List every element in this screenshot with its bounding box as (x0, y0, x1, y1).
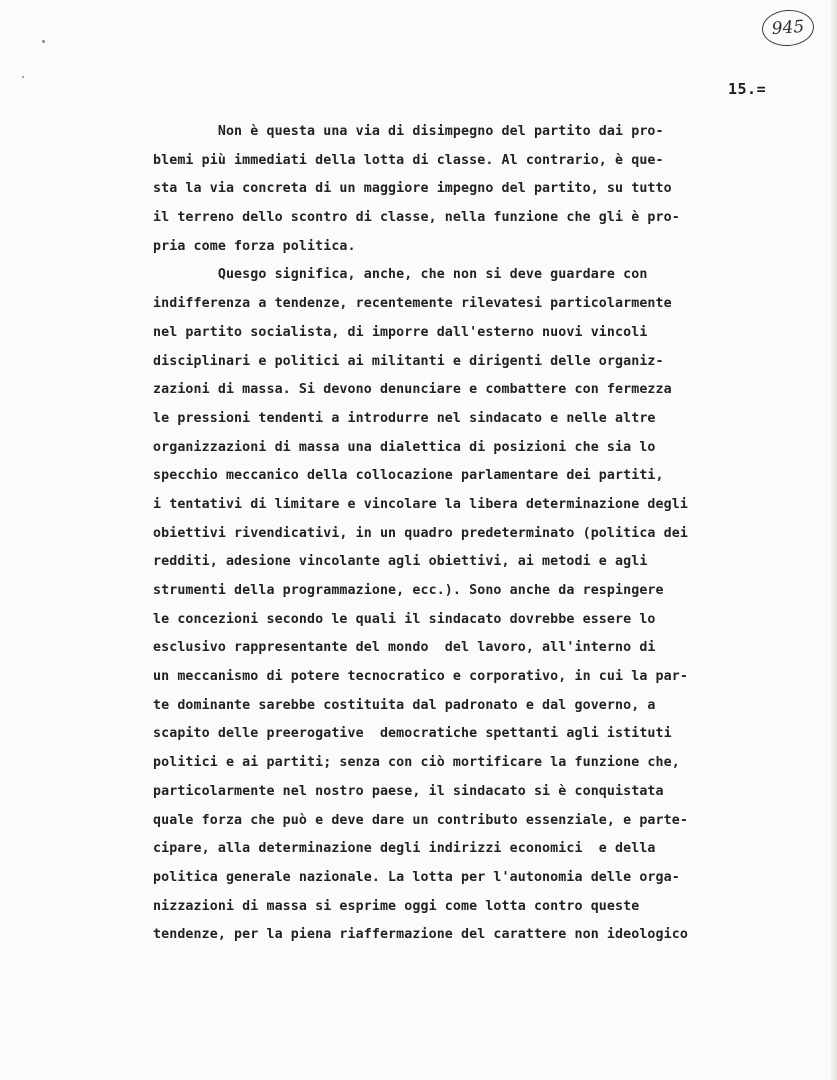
text-line: quale forza che può e deve dare un contributo essenziale, e parte- (153, 812, 688, 828)
text-line: obiettivi rivendicativi, in un quadro predeterminato (politica dei (153, 525, 688, 541)
text-line: particolarmente nel nostro paese, il sindacato si è conquistata (153, 783, 664, 799)
text-line: politici e ai partiti; senza con ciò mortificare la funzione che, (153, 755, 680, 771)
text-line: le pressioni tendenti a introdurre nel sindacato e nelle altre (153, 410, 656, 426)
text-line: organizzazioni di massa una dialettica di posizioni che sia lo (153, 439, 656, 455)
text-line: redditi, adesione vincolante agli obiettivi, ai metodi e agli (153, 554, 648, 570)
text-line: te dominante sarebbe costituita dal padronato e dal governo, a (153, 697, 656, 713)
paper-speck (42, 40, 45, 43)
text-line: strumenti della programmazione, ecc.). Sono anche da respingere (153, 583, 664, 598)
text-line: Quesgo significa, anche, che non si deve guardare con (153, 267, 648, 283)
text-line: indifferenza a tendenze, recentemente rilevatesi particolarmente (153, 296, 672, 312)
text-line: disciplinari e politici ai militanti e dirigenti delle organiz- (153, 353, 664, 369)
text-line: esclusivo rappresentante del mondo del lavoro, all'interno di (153, 640, 656, 656)
text-line: specchio meccanico della collocazione parlamentare dei partiti, (153, 468, 664, 484)
text-line: un meccanismo di potere tecnocratico e corporativo, in cui la par- (153, 669, 688, 685)
text-line: le concezioni secondo le quali il sindacato dovrebbe essere lo (153, 611, 656, 627)
archive-number-stamp (761, 8, 815, 48)
text-line: sta la via concreta di un maggiore impegno del partito, su tutto (153, 181, 672, 197)
text-line: il terreno dello scontro di classe, nella funzione che gli è pro- (153, 210, 680, 226)
text-line: cipare, alla determinazione degli indirizzi economici e della (153, 841, 656, 857)
text-line: nel partito socialista, di imporre dall'esterno nuovi vincoli (153, 324, 648, 340)
typescript-body (153, 118, 813, 950)
text-line: blemi più immediati della lotta di classe. Al contrario, è que- (153, 152, 664, 168)
page-number: 15.= (728, 80, 767, 98)
text-line: tendenze, per la piena riaffermazione del carattere non ideologico (153, 927, 688, 943)
text-line: scapito delle preerogative democratiche spettanti agli istituti (153, 726, 672, 742)
paper-speck (22, 76, 24, 78)
text-line: pria come forza politica. (153, 238, 356, 254)
text-line: i tentativi di limitare e vincolare la libera determinazione degli (153, 496, 688, 512)
text-line: zazioni di massa. Si devono denunciare e combattere con fermezza (153, 382, 672, 398)
archive-number: 945 (771, 16, 805, 40)
text-line: nizzazioni di massa si esprime oggi come lotta contro queste (153, 898, 640, 914)
text-line: Non è questa una via di disimpegno del partito dai pro- (153, 124, 664, 139)
text-line: politica generale nazionale. La lotta per l'autonomia delle orga- (153, 869, 680, 885)
